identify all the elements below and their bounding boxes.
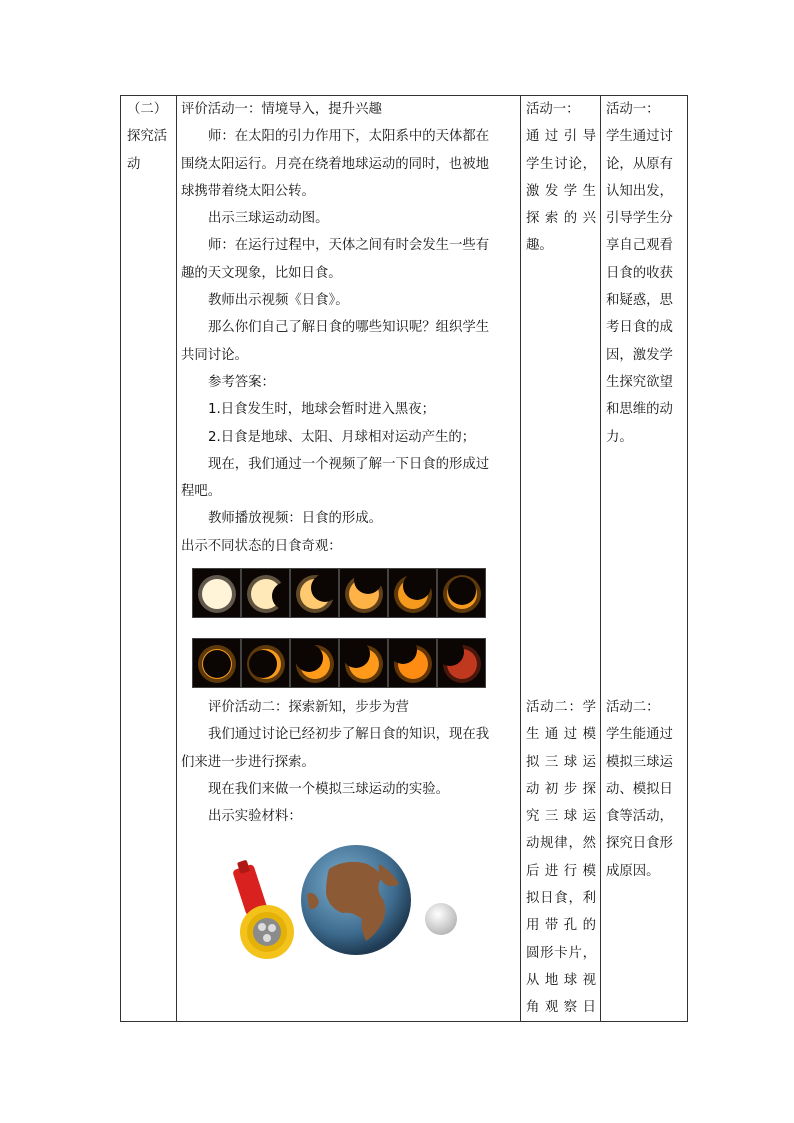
eclipse-photo — [437, 638, 486, 688]
activity-heading: 评价活动二：探索新知，步步为营 — [208, 700, 409, 715]
answer-line: 1.日食发生时，地球会暂时进入黑夜； — [208, 402, 436, 418]
intent-line: 用带孔的 — [526, 918, 596, 934]
intent-line: 究三球运 — [526, 809, 596, 825]
evaluation-line: 学生通过讨 — [606, 129, 673, 145]
intent-line: 探索的兴 — [526, 211, 596, 227]
eclipse-photo — [290, 568, 339, 618]
intent-line: 活动一： — [526, 102, 580, 117]
paragraph-line: 球携带着绕太阳公转。 — [181, 183, 315, 199]
evaluation-line: 享自己观看 — [606, 238, 673, 254]
column-divider — [176, 96, 177, 1021]
intent-line: 学生讨论， — [526, 156, 596, 172]
evaluation-line: 考日食的成 — [606, 320, 673, 336]
earth-globe-icon — [301, 845, 411, 955]
intent-line: 趣。 — [526, 238, 553, 254]
lesson-table — [120, 95, 688, 1022]
teaching-process — [181, 96, 519, 560]
intent-line: 激发学生 — [526, 183, 596, 199]
evaluation-line: 生探究欲望 — [606, 374, 673, 390]
eclipse-photo — [192, 568, 241, 618]
section-number: （二） — [127, 102, 168, 117]
evaluation-line: 探究日食形 — [606, 836, 673, 852]
experiment-materials — [229, 844, 469, 979]
evaluation-line: 成原因。 — [606, 863, 660, 879]
intent-line: 从地球视 — [526, 972, 596, 988]
evaluation-line: 和疑惑，思 — [606, 293, 673, 309]
evaluation-line: 力。 — [606, 429, 633, 445]
intent-line: 动初步探 — [526, 781, 596, 797]
paragraph-line: 出示三球运动动图。 — [208, 211, 329, 227]
evaluation-line: 论，从原有 — [606, 156, 673, 172]
column-divider — [520, 96, 521, 1021]
paragraph-line: 们来进一步进行探索。 — [181, 754, 315, 770]
eclipse-photo — [388, 568, 437, 618]
eclipse-photo — [241, 568, 290, 618]
evaluation-line: 活动二： — [606, 700, 660, 715]
teaching-process-part2 — [181, 694, 519, 830]
eclipse-photo — [290, 638, 339, 688]
paragraph-line: 师：在运行过程中，天体之间有时会发生一些有 — [208, 238, 490, 254]
paragraph-line: 参考答案： — [208, 374, 275, 390]
paragraph-line: 围绕太阳运行。月亮在绕着地球运动的同时，也被地 — [181, 156, 489, 172]
evaluation-notes-part2 — [606, 694, 684, 885]
intent-line: 拟日食，利 — [526, 891, 596, 907]
intent-line: 活动二：学 — [526, 700, 596, 715]
eclipse-photo — [339, 638, 388, 688]
eclipse-photo — [192, 638, 241, 688]
eclipse-photo — [437, 568, 486, 618]
paragraph-line: 趣的天文现象，比如日食。 — [181, 265, 342, 281]
evaluation-line: 引导学生分 — [606, 211, 673, 227]
answer-line: 2.日食是地球、太阳、月球相对运动产生的； — [208, 429, 476, 445]
eclipse-photo — [388, 638, 437, 688]
intent-line: 拟三球运 — [526, 754, 596, 770]
flashlight-icon — [232, 860, 294, 959]
evaluation-line: 动、模拟日 — [606, 781, 673, 797]
paragraph-line: 出示不同状态的日食奇观： — [181, 538, 342, 554]
intent-line: 生通过模 — [526, 727, 596, 743]
column-divider — [600, 96, 601, 1021]
paragraph-line: 那么你们自己了解日食的哪些知识呢？组织学生 — [208, 320, 490, 336]
moon-ball-icon — [425, 903, 457, 935]
paragraph-line: 我们通过讨论已经初步了解日食的知识，现在我 — [208, 727, 490, 743]
section-title-line: 动 — [127, 156, 141, 172]
evaluation-line: 学生能通过 — [606, 727, 673, 743]
design-intent — [526, 96, 596, 260]
intent-line: 后进行模 — [526, 863, 596, 879]
paragraph-line: 教师出示视频《日食》。 — [208, 293, 349, 309]
evaluation-line: 因，激发学 — [606, 347, 673, 363]
intent-line: 动规律，然 — [526, 836, 596, 852]
evaluation-notes — [606, 96, 684, 451]
design-intent-part2 — [526, 694, 596, 1022]
paragraph-line: 出示实验材料： — [208, 809, 302, 825]
eclipse-photo — [241, 638, 290, 688]
paragraph-line: 现在，我们通过一个视频了解一下日食的形成过 — [208, 456, 490, 472]
paragraph-line: 师：在太阳的引力作用下，太阳系中的天体都在 — [208, 129, 490, 145]
eclipse-photo-row — [192, 638, 486, 688]
paragraph-line: 现在我们来做一个模拟三球运动的实验。 — [208, 781, 450, 797]
evaluation-line: 认知出发， — [606, 183, 673, 199]
paragraph-line: 程吧。 — [181, 484, 222, 500]
intent-line: 通过引导 — [526, 129, 596, 145]
intent-line: 圆形卡片， — [526, 945, 596, 961]
evaluation-line: 活动一： — [606, 102, 660, 117]
section-title-line: 探究活 — [127, 129, 168, 145]
section-label — [127, 96, 173, 178]
eclipse-photo — [339, 568, 388, 618]
evaluation-line: 日食的收获 — [606, 265, 673, 281]
activity-heading: 评价活动一：情境导入，提升兴趣 — [181, 102, 382, 117]
eclipse-photo-row — [192, 568, 486, 618]
paragraph-line: 教师播放视频：日食的形成。 — [208, 511, 383, 527]
evaluation-line: 模拟三球运 — [606, 754, 673, 770]
evaluation-line: 食等活动， — [606, 809, 673, 825]
paragraph-line: 共同讨论。 — [181, 347, 248, 363]
intent-line: 角观察日 — [526, 1000, 596, 1016]
evaluation-line: 和思维的动 — [606, 402, 673, 418]
